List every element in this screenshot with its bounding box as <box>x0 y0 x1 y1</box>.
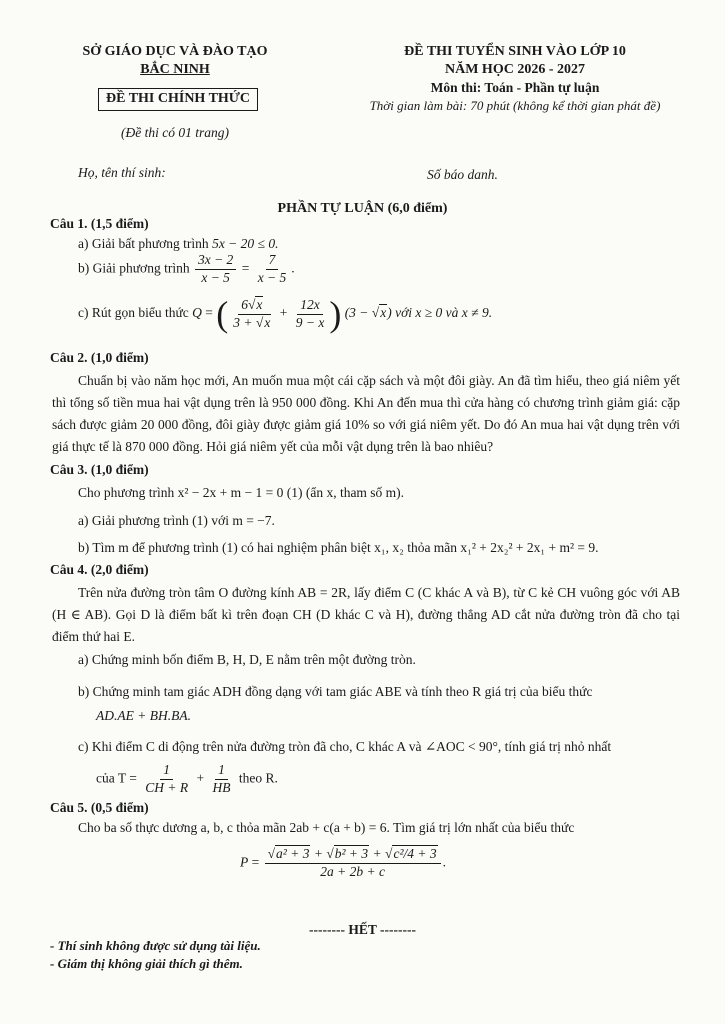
q4-c-line1: c) Khi điểm C di động trên nửa đường tròn đã cho, C khác A và ∠AOC < 90°, tính giá trị nhỏ nhất <box>78 739 612 754</box>
official-exam-box: ĐỀ THI CHÍNH THỨC <box>98 88 258 111</box>
subject: Môn thi: Toán - Phần tự luận <box>430 80 600 95</box>
q5-title: Câu 5. (0,5 điểm) <box>50 800 149 815</box>
q3-title: Câu 3. (1,0 điểm) <box>50 462 149 477</box>
q4-title: Câu 4. (2,0 điểm) <box>50 562 149 577</box>
q1-b-fraction-right: $\frac{7}{x - 5}$ <box>257 252 287 285</box>
q4-b-line2: AD.AE + BH.BA. <box>96 708 191 723</box>
q1-c-label: c) Rút gọn biểu thức <box>78 305 189 321</box>
q1-b: b) Giải phương trình $\frac{3x - 2}{x - 5}$ = $\frac{7}{x - 5}$ . <box>78 252 295 285</box>
q1-c-fraction-2: $\frac{12x}{9 - x}$ <box>295 296 325 330</box>
q4-c-line2: của T = $\frac{1}{CH + R}$ + $\frac{1}{HB}$ theo R. <box>96 762 278 795</box>
q3-b: b) Tìm m để phương trình (1) có hai nghiệm phân biệt x₁, x₂ thỏa mãn x₁² + 2x₂² + 2x₁ + m² = 9. <box>78 540 599 555</box>
pages-note: (Đề thi có 01 trang) <box>121 125 229 140</box>
q5-expression: P = $\frac{\text{√a² + 3 + √b² + 3 + √c²/4 + 3}}{2a + 2b + c}$ . <box>240 846 446 879</box>
q4-b-line1: b) Chứng minh tam giác ADH đồng dạng với tam giác ABE và tính theo R giá trị của biểu thức <box>78 684 593 699</box>
q4-c-suffix: theo R. <box>238 770 278 786</box>
note-1: - Thí sinh không được sử dụng tài liệu. <box>50 938 261 953</box>
q1-title: Câu 1. (1,5 điểm) <box>50 216 149 231</box>
note-2: - Giám thị không giải thích gì thêm. <box>50 956 243 971</box>
school-year: NĂM HỌC 2026 - 2027 <box>445 62 585 77</box>
department-line-1: SỞ GIÁO DỤC VÀ ĐÀO TẠO <box>82 44 268 59</box>
q1-b-label: b) Giải phương trình <box>78 260 190 276</box>
end-marker: -------- HẾT -------- <box>309 922 416 937</box>
q1-b-fraction-left: $\frac{3x - 2}{x - 5}$ <box>195 252 236 287</box>
q4-a: a) Chứng minh bốn điểm B, H, D, E nằm trên một đường tròn. <box>78 652 416 667</box>
id-label: Số báo danh. <box>427 167 498 182</box>
q1-a-label: a) Giải bất phương trình <box>78 236 209 251</box>
q4-c-fraction-2: $\frac{1}{HB}$ <box>212 762 231 795</box>
q1-c-fraction-1: $\frac{6√x}{3 + √x}$ <box>233 296 271 330</box>
exam-title: ĐỀ THI TUYỂN SINH VÀO LỚP 10 <box>404 44 626 59</box>
q5-text: Cho ba số thực dương a, b, c thỏa mãn 2ab + c(a + b) = 6. Tìm giá trị lớn nhất của biểu thức <box>78 820 575 835</box>
q1-a <box>78 236 278 252</box>
q1-c: c) Rút gọn biểu thức Q = ( $\frac{6√x}{3 + √x}$ + $\frac{12x}{9 - x}$ ) (3 − √x) với x ≥ 0 và x ≠ 9. <box>78 294 493 334</box>
q5-fraction: $\frac{\text{√a² + 3 + √b² + 3 + √c²/4 + 3}}{2a + 2b + c}$ <box>265 846 441 881</box>
q4-c-prefix: của T = <box>96 770 137 786</box>
q3-intro: Cho phương trình x² − 2x + m − 1 = 0 (1) (ẩn x, tham số m). <box>78 485 405 500</box>
q1-a-math: 5x − 20 ≤ 0. <box>212 236 279 251</box>
section-title: PHẦN TỰ LUẬN (6,0 điểm) <box>277 201 448 216</box>
q4-c-fraction-1: $\frac{1}{CH + R}$ <box>145 762 189 795</box>
q4-text: Trên nửa đường tròn tâm O đường kính AB = 2R, lấy điểm C (C khác A và B), từ C kẻ CH vuông góc với AB (H ∈ AB). Gọi D là điểm bất kì trên đoạn CH (D khác C và H), đường thẳng AD cắt nửa đường tròn đã cho tại điểm thứ hai E. <box>52 585 680 644</box>
exam-time: Thời gian làm bài: 70 phút (không kể thời gian phát đề) <box>369 98 661 113</box>
q1-c-condition: với x ≥ 0 và x ≠ 9. <box>395 305 493 321</box>
department-line-2: BẮC NINH <box>140 62 210 77</box>
q2-title: Câu 2. (1,0 điểm) <box>50 350 149 365</box>
q2-text: Chuẩn bị vào năm học mới, An muốn mua một cái cặp sách và một đôi giày. An đã tìm hiểu, theo giá niêm yết thì tổng số tiền mua hai vật dụng trên là 950 000 đồng. Khi An đến mua thì cửa hàng có chương trình giảm giá: cặp sách được giảm 20 000 đồng, đôi giày được giảm giá 10% so với giá niêm yết. Do đó An mua hai vật dụng trên với giá thực tế là 870 000 đồng. Hỏi giá niêm yết của mỗi vật dụng trên là bao nhiêu? <box>52 373 680 454</box>
name-label: Họ, tên thí sinh: <box>78 165 166 180</box>
q3-a: a) Giải phương trình (1) với m = −7. <box>78 513 275 528</box>
